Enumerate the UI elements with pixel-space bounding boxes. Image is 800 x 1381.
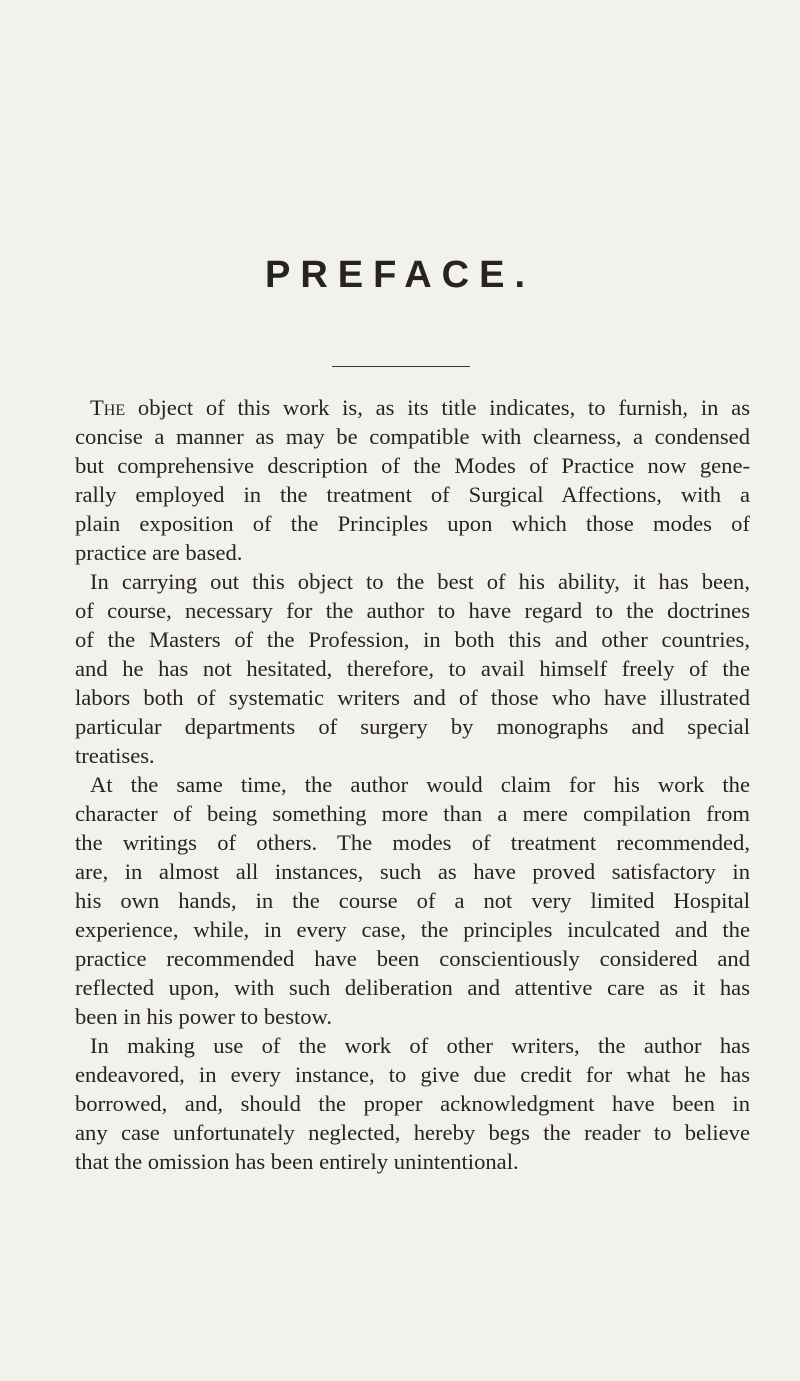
title-rule [332, 366, 470, 367]
paragraph-4 [60, 1031, 750, 1176]
text-line: In carrying out this object to the best of his ability, it has been, [90, 569, 750, 594]
text-line: the writings of others. The modes of treatment recommended, [75, 830, 750, 855]
text-line: borrowed, and, should the proper acknowledgment have been in [75, 1091, 750, 1116]
text-line: are, in almost all instances, such as have proved satisfactory in [75, 859, 750, 884]
text-line: In making use of the work of other writers, the author has [90, 1033, 750, 1058]
text-line: experience, while, in every case, the principles inculcated and the [75, 917, 750, 942]
lead-word: The [90, 395, 126, 420]
text-line: reflected upon, with such deliberation and attentive care as it has [75, 975, 750, 1000]
preface-body [60, 393, 750, 1176]
text-line: At the same time, the author would claim for his work the [90, 772, 750, 797]
text-line: concise a manner as may be compatible with clearness, a condensed [75, 424, 750, 449]
text-line: The object of this work is, as its title indicates, to furnish, in as [90, 395, 750, 420]
paragraph-1 [60, 393, 750, 567]
text-line: of course, necessary for the author to have regard to the doctrines [75, 598, 750, 623]
text-line: character of being something more than a mere compilation from [75, 801, 750, 826]
text-line: plain exposition of the Principles upon which those modes of [75, 511, 750, 536]
text-line: particular departments of surgery by monographs and special [75, 714, 750, 739]
text-line: that the omission has been entirely unintentional. [75, 1149, 519, 1174]
text-line: and he has not hesitated, therefore, to avail himself freely of the [75, 656, 750, 681]
paragraph-2 [60, 567, 750, 770]
text-line: endeavored, in every instance, to give due credit for what he has [75, 1062, 750, 1087]
page-title: PREFACE. [264, 254, 536, 296]
text-line: of the Masters of the Profession, in both this and other countries, [75, 627, 750, 652]
text-line: treatises. [75, 743, 155, 768]
text-line: but comprehensive description of the Modes of Practice now gene- [75, 453, 750, 478]
text-line: practice are based. [75, 540, 243, 565]
text-line: practice recommended have been conscientiously considered and [75, 946, 750, 971]
paragraph-3 [60, 770, 750, 1031]
text-line: any case unfortunately neglected, hereby begs the reader to believe [75, 1120, 750, 1145]
text-line: labors both of systematic writers and of those who have illustrated [75, 685, 750, 710]
text-line: been in his power to bestow. [75, 1004, 333, 1029]
text-line: rally employed in the treatment of Surgical Affections, with a [75, 482, 750, 507]
text-line: his own hands, in the course of a not very limited Hospital [75, 888, 750, 913]
